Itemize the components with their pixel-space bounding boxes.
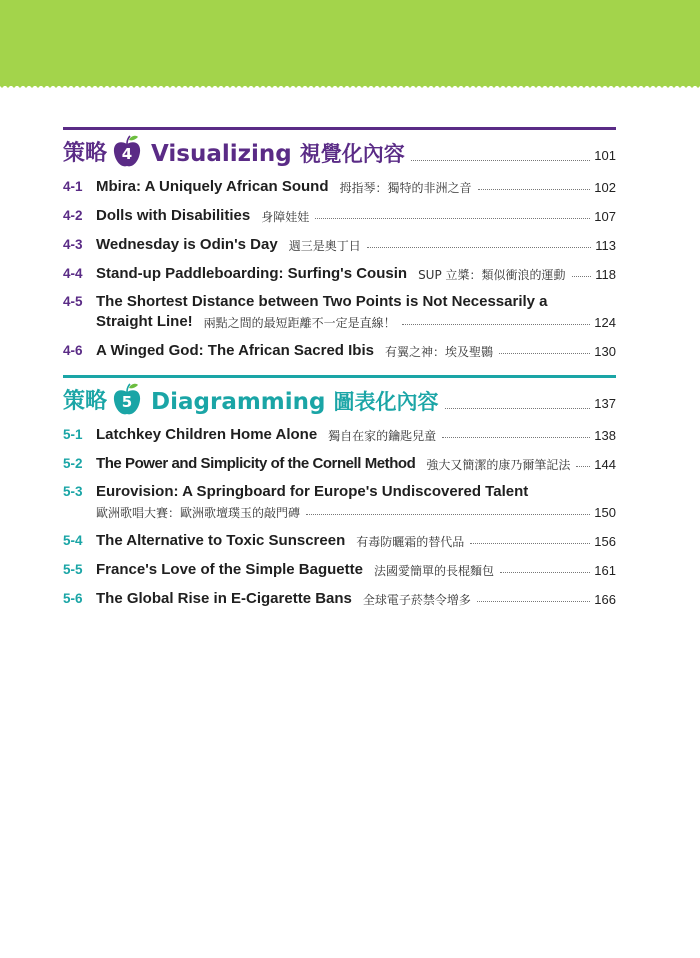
entry-number: 5-6 [63,591,83,606]
entry-number: 4-1 [63,179,83,194]
strategy-label: 策略 [63,389,108,414]
toc-entry[interactable] [63,331,616,360]
entry-title-en: The Global Rise in E-Cigarette Bans [96,590,352,607]
apple-badge [112,389,142,415]
page-number: 113 [595,238,616,253]
entry-title-en-line2: Straight Line! [96,313,193,330]
page-number: 101 [594,148,616,163]
entry-title-zh: SUP 立槳：類似衝浪的運動 [418,268,566,282]
toc-entry[interactable] [63,521,616,550]
dot-leader [402,324,591,325]
dot-leader [477,601,590,602]
entry-title-en: A Winged God: The African Sacred Ibis [96,342,374,359]
entry-title-en: Stand-up Paddleboarding: Surfing's Cousin [96,265,408,282]
page-number: 156 [594,534,616,549]
section-header[interactable] [63,375,616,415]
entry-title-zh: 獨自在家的鑰匙兒童 [328,429,437,443]
entry-title-zh: 有毒防曬霜的替代品 [356,535,465,549]
entry-title-zh: 週三是奧丁日 [288,239,361,253]
dot-leader [306,514,590,515]
entry-title-zh: 有翼之神：埃及聖䴉 [384,345,493,359]
dot-leader [572,276,592,277]
dot-leader [499,353,590,354]
entry-title-en: Eurovision: A Springboard for Europe's Undiscovered Talent [96,483,529,500]
dot-leader [576,466,590,467]
dot-leader [411,160,591,161]
dot-leader [470,543,590,544]
toc-entry[interactable] [63,167,616,196]
top-green-band [0,0,700,86]
entry-title-zh: 拇指琴：獨特的非洲之音 [339,181,472,195]
page-number: 161 [594,563,616,578]
toc-entry[interactable] [63,283,616,331]
entry-number: 4-6 [63,343,83,358]
entry-number: 5-4 [63,533,83,548]
toc-entry[interactable] [63,415,616,444]
entry-title-en: Latchkey Children Home Alone [96,426,318,443]
page-number: 124 [594,315,616,330]
page-number: 137 [594,396,616,411]
entry-title-zh: 身障娃娃 [261,210,310,224]
entry-number: 4-3 [63,237,83,252]
strategy-label: 策略 [63,141,108,166]
entry-title-en: The Power and Simplicity of the Cornell Method [96,455,416,472]
page-number: 166 [594,592,616,607]
entry-title-en: Wednesday is Odin's Day [96,236,278,253]
page-number: 144 [594,457,616,472]
entry-title-en: Mbira: A Uniquely African Sound [96,178,329,195]
entry-title-zh: 兩點之間的最短距離不一定是直線！ [203,316,396,330]
dot-leader [442,437,590,438]
strategy-number: 5 [121,393,133,411]
entry-title-zh: 強大又簡潔的康乃爾筆記法 [426,458,571,472]
entry-number: 4-4 [63,266,83,281]
entry-number: 5-3 [63,484,83,499]
section-rule [63,375,616,378]
page-number: 138 [594,428,616,443]
toc-entry[interactable] [63,225,616,254]
toc-entry[interactable] [63,444,616,473]
toc-entry[interactable] [63,579,616,608]
apple-badge [112,141,142,167]
entry-title-zh: 法國愛簡單的長棍麵包 [373,564,494,578]
strategy-number: 4 [121,145,133,163]
section-rule [63,127,616,130]
entry-title-en: Dolls with Disabilities [96,207,251,224]
entry-number: 4-5 [63,294,83,309]
page-number: 150 [594,505,616,520]
top-band-dotted-edge [0,84,700,88]
entry-number: 5-2 [63,456,83,471]
entry-title-zh: 全球電子菸禁令增多 [362,593,471,607]
section-title-zh: 視覺化內容 [299,142,405,166]
page-number: 107 [594,209,616,224]
page-number: 130 [594,344,616,359]
toc-entry[interactable] [63,196,616,225]
entry-number: 4-2 [63,208,83,223]
dot-leader [478,189,591,190]
dot-leader [445,408,591,409]
entry-title-zh: 歐洲歌唱大賽：歐洲歌壇璞玉的敲門磚 [96,506,301,520]
page-number: 118 [595,267,616,282]
entry-title-en: The Shortest Distance between Two Points is Not Necessarily a [96,293,548,310]
dot-leader [315,218,590,219]
section-title-zh: 圖表化內容 [333,390,439,414]
toc-entry[interactable] [63,254,616,283]
dot-leader [500,572,590,573]
entry-number: 5-1 [63,427,83,442]
section-header[interactable] [63,127,616,167]
entry-title-en: France's Love of the Simple Baguette [96,561,363,578]
section-title-en: Visualizing [151,141,292,167]
toc-entry[interactable] [63,550,616,579]
entry-number: 5-5 [63,562,83,577]
toc-section-5 [63,375,616,608]
toc-section-4 [63,127,616,360]
section-title-en: Diagramming [151,389,326,415]
entry-title-en: The Alternative to Toxic Sunscreen [96,532,346,549]
dot-leader [367,247,592,248]
page-number: 102 [594,180,616,195]
toc-entry[interactable] [63,473,616,521]
